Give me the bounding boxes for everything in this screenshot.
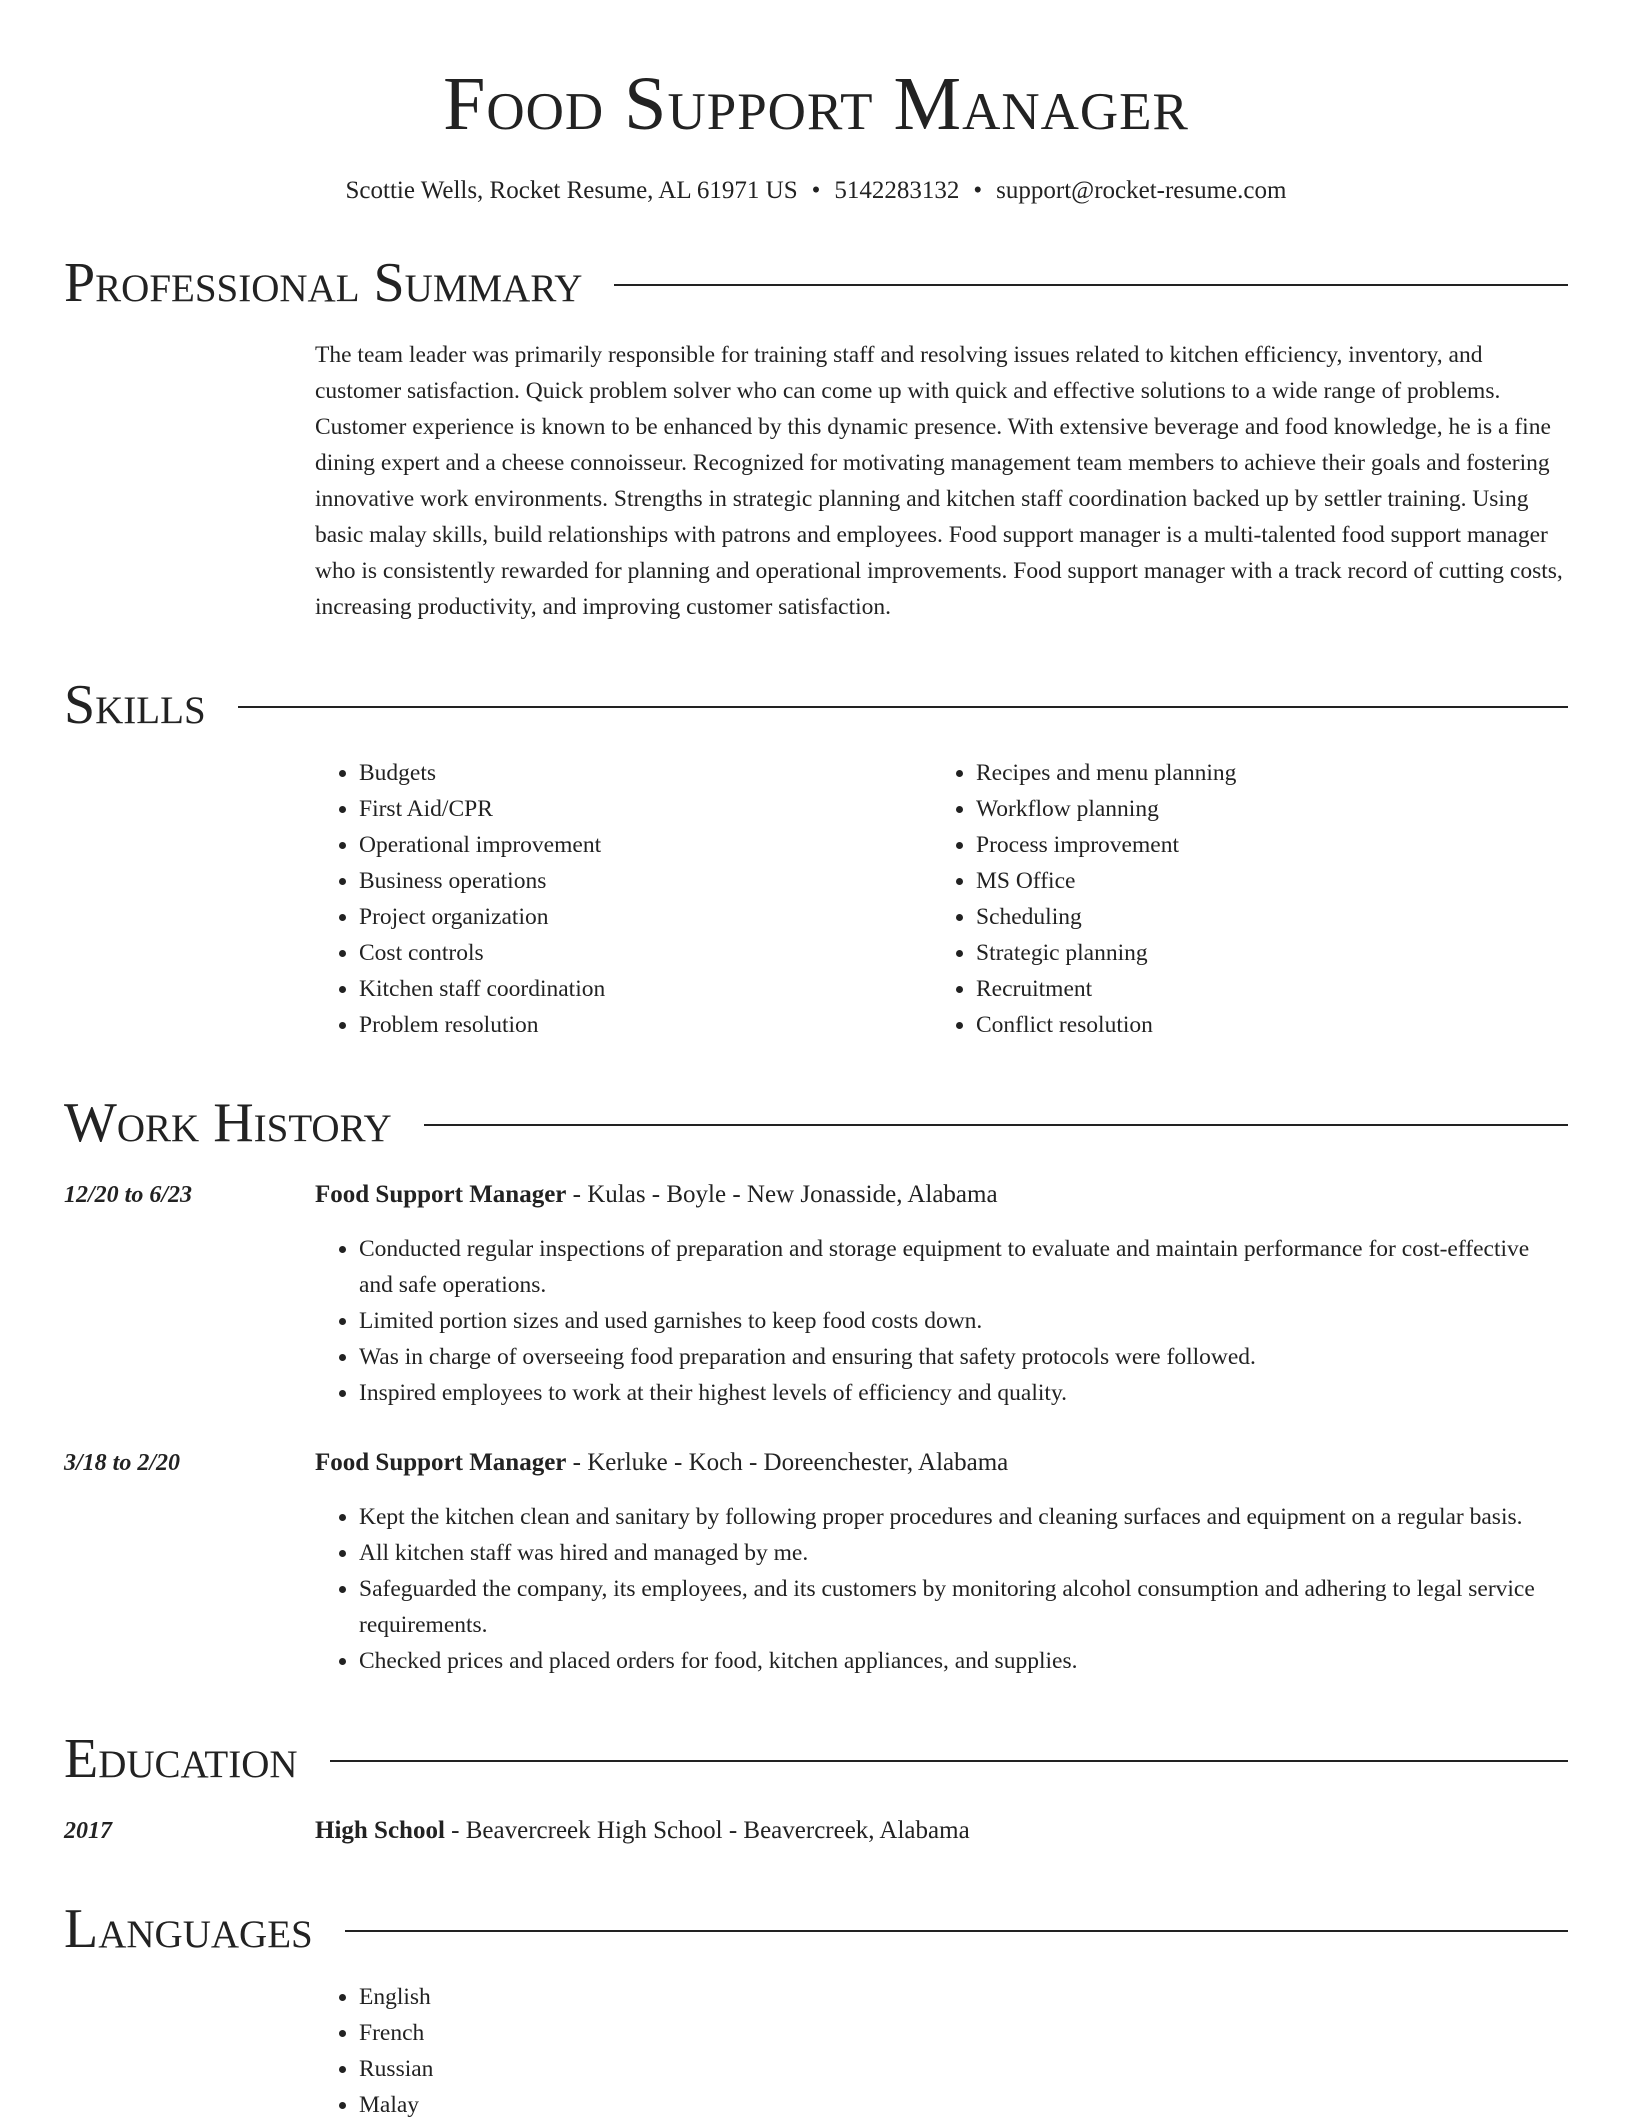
resume-title: Food Support Manager	[443, 62, 1189, 146]
skill-item: • Operational improvement	[359, 827, 932, 863]
education-section-title: Education	[64, 1728, 298, 1790]
job-bullet: • Was in charge of overseeing food preparation and ensuring that safety protocols were followed.	[359, 1339, 1568, 1375]
education-section-header	[64, 1728, 1568, 1790]
language-item: • English	[359, 1979, 1568, 2015]
resume-page	[64, 0, 1568, 2123]
skill-item: • First Aid/CPR	[359, 791, 932, 827]
summary-section-header	[64, 252, 1568, 314]
skill-item: • MS Office	[976, 863, 1549, 899]
skills-list-right	[932, 755, 1549, 1043]
job-bullets	[315, 1499, 1568, 1679]
skill-item: • Scheduling	[976, 899, 1549, 935]
job-role: Food Support Manager	[315, 1449, 567, 1476]
job-body	[315, 1445, 1568, 1679]
summary-section-title: Professional Summary	[64, 252, 583, 314]
contact-separator: •	[973, 177, 983, 204]
skills-section-header	[64, 674, 1568, 736]
education-entry	[64, 1813, 1568, 1849]
job-entry	[64, 1445, 1568, 1679]
section-divider	[345, 1930, 1568, 1932]
skill-item: • Process improvement	[976, 827, 1549, 863]
work-section-title: Work History	[64, 1092, 392, 1154]
work-section-header	[64, 1092, 1568, 1154]
languages-section-header	[64, 1898, 1568, 1960]
job-dates: 12/20 to 6/23	[64, 1182, 193, 1208]
skill-item: • Strategic planning	[976, 935, 1549, 971]
job-bullet: • Safeguarded the company, its employees, and its customers by monitoring alcohol consumption and adhering to legal service requirements.	[359, 1571, 1568, 1643]
skill-item: • Business operations	[359, 863, 932, 899]
skill-item: • Conflict resolution	[976, 1007, 1549, 1043]
job-role: Food Support Manager	[315, 1181, 567, 1208]
language-item: • French	[359, 2015, 1568, 2051]
education-year: 2017	[64, 1818, 112, 1844]
languages-section-title: Languages	[64, 1898, 313, 1960]
languages-list	[315, 1979, 1568, 2123]
contact-line	[64, 178, 1568, 203]
skill-item: • Workflow planning	[976, 791, 1549, 827]
job-bullet: • Limited portion sizes and used garnishes to keep food costs down.	[359, 1303, 1568, 1339]
skill-item: • Budgets	[359, 755, 932, 791]
education-degree: High School	[315, 1817, 445, 1844]
job-details: - Kulas - Boyle - New Jonasside, Alabama	[566, 1181, 998, 1208]
education-body	[315, 1813, 1568, 1849]
skill-item: • Project organization	[359, 899, 932, 935]
education-details: - Beavercreek High School - Beavercreek, Alabama	[444, 1817, 970, 1844]
contact-address: Scottie Wells, Rocket Resume, AL 61971 US	[345, 177, 798, 204]
language-item: • Malay	[359, 2087, 1568, 2123]
skill-item: • Problem resolution	[359, 1007, 932, 1043]
section-divider	[330, 1760, 1568, 1762]
contact-phone: 5142283132	[834, 177, 960, 204]
job-details: - Kerluke - Koch - Doreenchester, Alabama	[566, 1449, 1009, 1476]
skills-section-title: Skills	[64, 674, 206, 736]
education-heading	[315, 1813, 1568, 1849]
job-bullets	[315, 1231, 1568, 1411]
skills-list-left	[315, 755, 932, 1043]
job-bullet: • Checked prices and placed orders for food, kitchen appliances, and supplies.	[359, 1643, 1568, 1679]
job-entry	[64, 1177, 1568, 1411]
skill-item: • Recruitment	[976, 971, 1549, 1007]
job-body	[315, 1177, 1568, 1411]
summary-text: The team leader was primarily responsible for training staff and resolving issues related to kitchen efficiency, inventory, and customer satisfaction. Quick problem solver who can come up with quick and effective solutions to a wide range of problems. Customer experience is known to be enhanced by this dynamic presence. With extensive beverage and food knowledge, he is a fine dining expert and a cheese connoisseur. Recognized for motivating management team members to achieve their goals and fostering innovative work environments. Strengths in strategic planning and kitchen staff coordination backed up by settler training. Using basic malay skills, build relationships with patrons and employees. Food support manager is a multi-talented food support manager who is consistently rewarded for planning and operational improvements. Food support manager with a track record of cutting costs, increasing productivity, and improving customer satisfaction.	[315, 342, 1563, 620]
skill-item: • Recipes and menu planning	[976, 755, 1549, 791]
skill-item: • Kitchen staff coordination	[359, 971, 932, 1007]
skills-columns	[315, 755, 1568, 1043]
job-bullet: • Kept the kitchen clean and sanitary by following proper procedures and cleaning surfaces and equipment on a regular basis.	[359, 1499, 1568, 1535]
job-bullet: • Inspired employees to work at their highest levels of efficiency and quality.	[359, 1375, 1568, 1411]
languages-block	[315, 1979, 1568, 2123]
job-bullet: • All kitchen staff was hired and managed by me.	[359, 1535, 1568, 1571]
job-heading	[315, 1177, 1568, 1213]
section-divider	[238, 706, 1568, 708]
contact-email: support@rocket-resume.com	[996, 177, 1287, 204]
skill-item: • Cost controls	[359, 935, 932, 971]
contact-separator: •	[811, 177, 821, 204]
section-divider	[614, 284, 1568, 286]
job-bullet: • Conducted regular inspections of preparation and storage equipment to evaluate and maintain performance for cost-effective and safe operations.	[359, 1231, 1568, 1303]
section-divider	[424, 1124, 1568, 1126]
job-dates: 3/18 to 2/20	[64, 1450, 181, 1476]
language-item: • Russian	[359, 2051, 1568, 2087]
job-heading	[315, 1445, 1568, 1481]
